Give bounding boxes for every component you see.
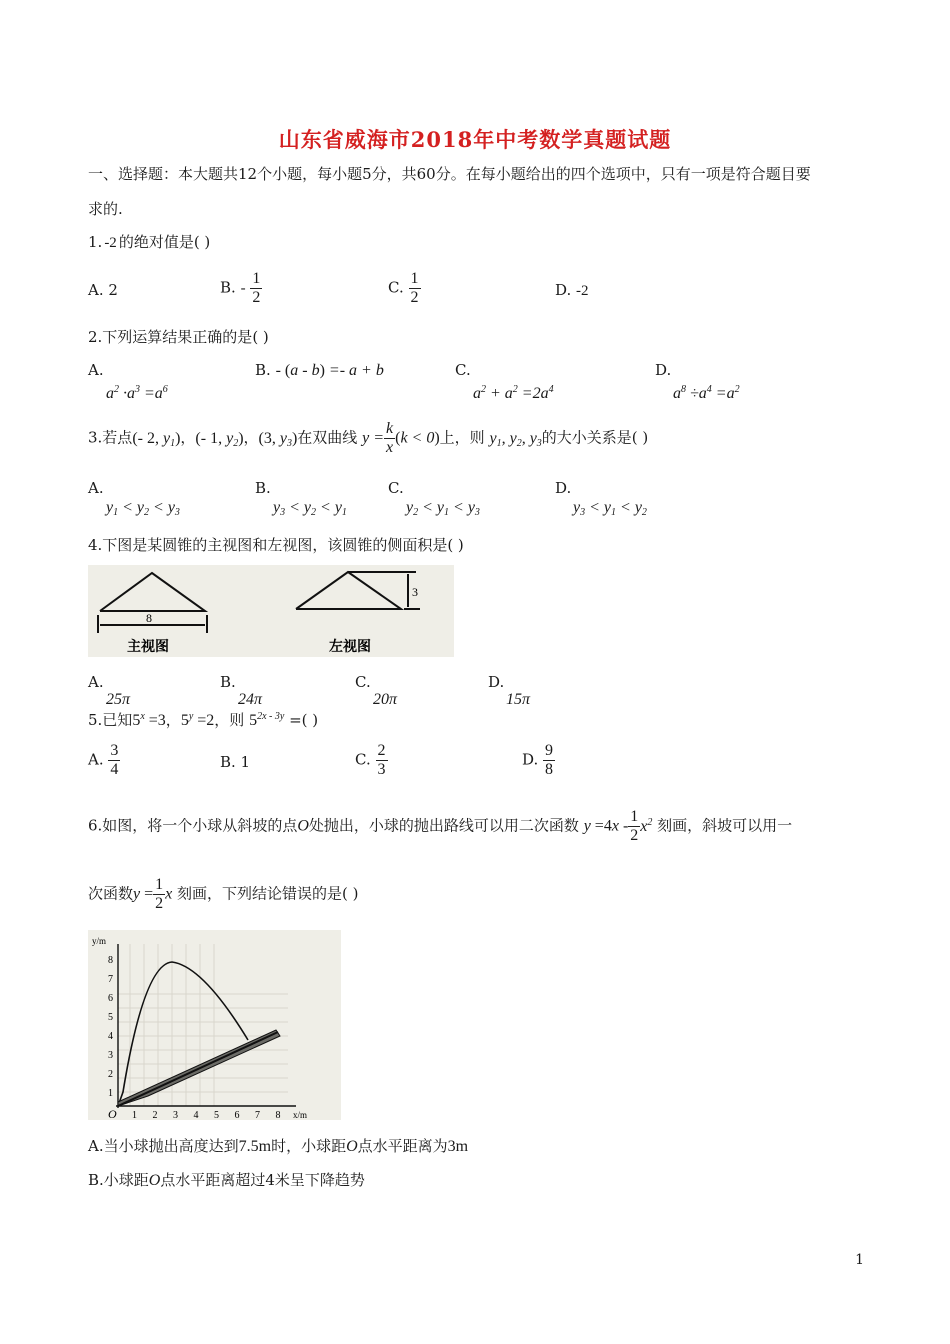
y-tick-label: 2 — [108, 1069, 113, 1080]
x-tick-label: 1 — [132, 1110, 137, 1120]
x-tick-label: 8 — [275, 1110, 281, 1120]
q5-stem: 5.已知5$^x$ =3，5$^y$ =2，则 $5^{2x - 3y}$ =( ) — [88, 711, 319, 729]
x-tick-label: 6 — [234, 1110, 240, 1120]
q4-option-d[interactable]: D. 15π — [488, 673, 531, 708]
q2-stem: 2.下列运算结果正确的是( ) — [88, 328, 269, 346]
x-tick-label: 2 — [152, 1110, 158, 1120]
y-tick-label: 8 — [108, 955, 113, 966]
page-number: 1 — [855, 1252, 864, 1268]
q5-option-a[interactable]: A. $\frac{3}{4}$ — [88, 742, 119, 778]
y-axis-label: y/m — [92, 936, 107, 946]
q1-option-b[interactable]: B. - $\frac{1}{2}$ — [220, 270, 261, 306]
page-title: 山东省威海市2018年中考数学真题试题 — [278, 127, 672, 152]
front-view — [98, 573, 207, 633]
cone-views-svg — [88, 565, 454, 657]
q6-option-b[interactable]: B.小球距O点水平距离超过4米呈下降趋势 — [88, 1171, 365, 1189]
left-height-label: 3 — [412, 585, 418, 599]
q2-option-b[interactable]: B. - (a - b) =- a + b — [255, 361, 384, 379]
x-tick-label: 3 — [173, 1110, 178, 1120]
q2-option-b-expr: - (a - b) =- a + b — [275, 362, 384, 379]
left-view — [296, 572, 420, 609]
q4-option-a[interactable]: A. 25π — [88, 673, 131, 708]
y-tick-label: 5 — [108, 1012, 113, 1023]
q1-stem: 1. -2 的绝对值是( ) — [88, 233, 211, 251]
q6-option-a[interactable]: A.当小球抛出高度达到7.5m时，小球距O点水平距离为3m — [88, 1137, 469, 1155]
front-width-label: 8 — [146, 611, 152, 625]
origin-label: O — [108, 1107, 117, 1120]
x-tick-label: 4 — [193, 1110, 199, 1120]
x-tick-label: 7 — [255, 1110, 260, 1120]
x-tick-label: 5 — [214, 1110, 219, 1120]
y-tick-label: 7 — [108, 974, 113, 985]
q1-option-c[interactable]: C. $\frac{1}{2}$ — [388, 270, 419, 306]
y-tick-label: 3 — [108, 1050, 113, 1061]
q2-option-a-expr: $a^2 \cdot a^3 =a^6$ — [106, 384, 168, 402]
y-tick-label: 4 — [108, 1031, 113, 1042]
projectile-graph-svg — [88, 930, 341, 1120]
q1-option-d[interactable]: D. -2 — [555, 281, 589, 299]
q4-option-b[interactable]: B. 24π — [220, 673, 263, 708]
q2-option-d-expr: $a^8 \div a^4 =a^2$ — [673, 384, 740, 402]
q1-option-a[interactable]: A. 2 — [88, 281, 118, 299]
q2-option-c[interactable]: C. $a^2 + a^2 =2a^4$ — [455, 361, 554, 402]
y-tick-label: 6 — [108, 993, 113, 1004]
y-tick-label: 1 — [108, 1088, 113, 1099]
q3-option-b[interactable]: B. $y_3 < y_2 < y_1$ — [255, 479, 347, 518]
q4-stem: 4.下图是某圆锥的主视图和左视图，该圆锥的侧面积是( ) — [88, 536, 464, 554]
q3-option-c[interactable]: C. $y_2 < y_1 < y_3$ — [388, 479, 480, 518]
section-instructions-line1: 一、选择题：本大题共12个小题，每小题5分，共60分。在每小题给出的四个选项中，只有一项是符合题目要 — [88, 165, 811, 183]
q2-option-c-expr: $a^2 + a^2 =2a^4$ — [473, 384, 554, 402]
q4-option-c[interactable]: C. 20π — [355, 673, 398, 708]
q3-option-d[interactable]: D. $y_3 < y_1 < y_2$ — [555, 479, 647, 518]
section-instructions-line2: 求的. — [88, 200, 123, 218]
parabola-curve — [118, 962, 248, 1106]
q2-option-a[interactable]: A. $a^2 \cdot a^3 =a^6$ — [88, 361, 168, 402]
q6-stem-line2: 次函数y = $\frac{1}{2}$ x 刻画，下列结论错误的是( ) — [88, 876, 359, 912]
x-axis-label: x/m — [293, 1110, 308, 1120]
q3-stem: 3.若点(- 2, $y_1$)，(- 1, $y_2$)，(3, $y_3$)在双曲线 y = $\frac{k}{x}$ (k < 0)上，则 $y_1$, $y_2$, $y_3$的大小关系是( ) — [88, 420, 649, 456]
q5-option-b[interactable]: B. 1 — [220, 753, 251, 771]
front-view-label: 主视图 — [127, 639, 169, 655]
q4-cone-views-figure — [88, 565, 454, 657]
x-tick-labels — [132, 1110, 281, 1120]
graph-grid — [118, 944, 288, 1106]
y-tick-labels — [108, 955, 113, 1099]
q6-graph-figure — [88, 930, 341, 1120]
q6-stem-line1: 6.如图，将一个小球从斜坡的点O处抛出，小球的抛出路线可以用二次函数 y =4x - $\frac{1}{2}$ $x^2$ 刻画，斜坡可以用一 — [88, 808, 793, 844]
q5-option-c[interactable]: C. $\frac{2}{3}$ — [355, 742, 386, 778]
q5-option-d[interactable]: D. $\frac{9}{8}$ — [522, 742, 554, 778]
left-view-label: 左视图 — [329, 639, 371, 655]
slope-edge — [118, 1032, 278, 1106]
q3-option-a[interactable]: A. $y_1 < y_2 < y_3$ — [88, 479, 180, 518]
q2-option-d[interactable]: D. $a^8 \div a^4 =a^2$ — [655, 361, 740, 402]
